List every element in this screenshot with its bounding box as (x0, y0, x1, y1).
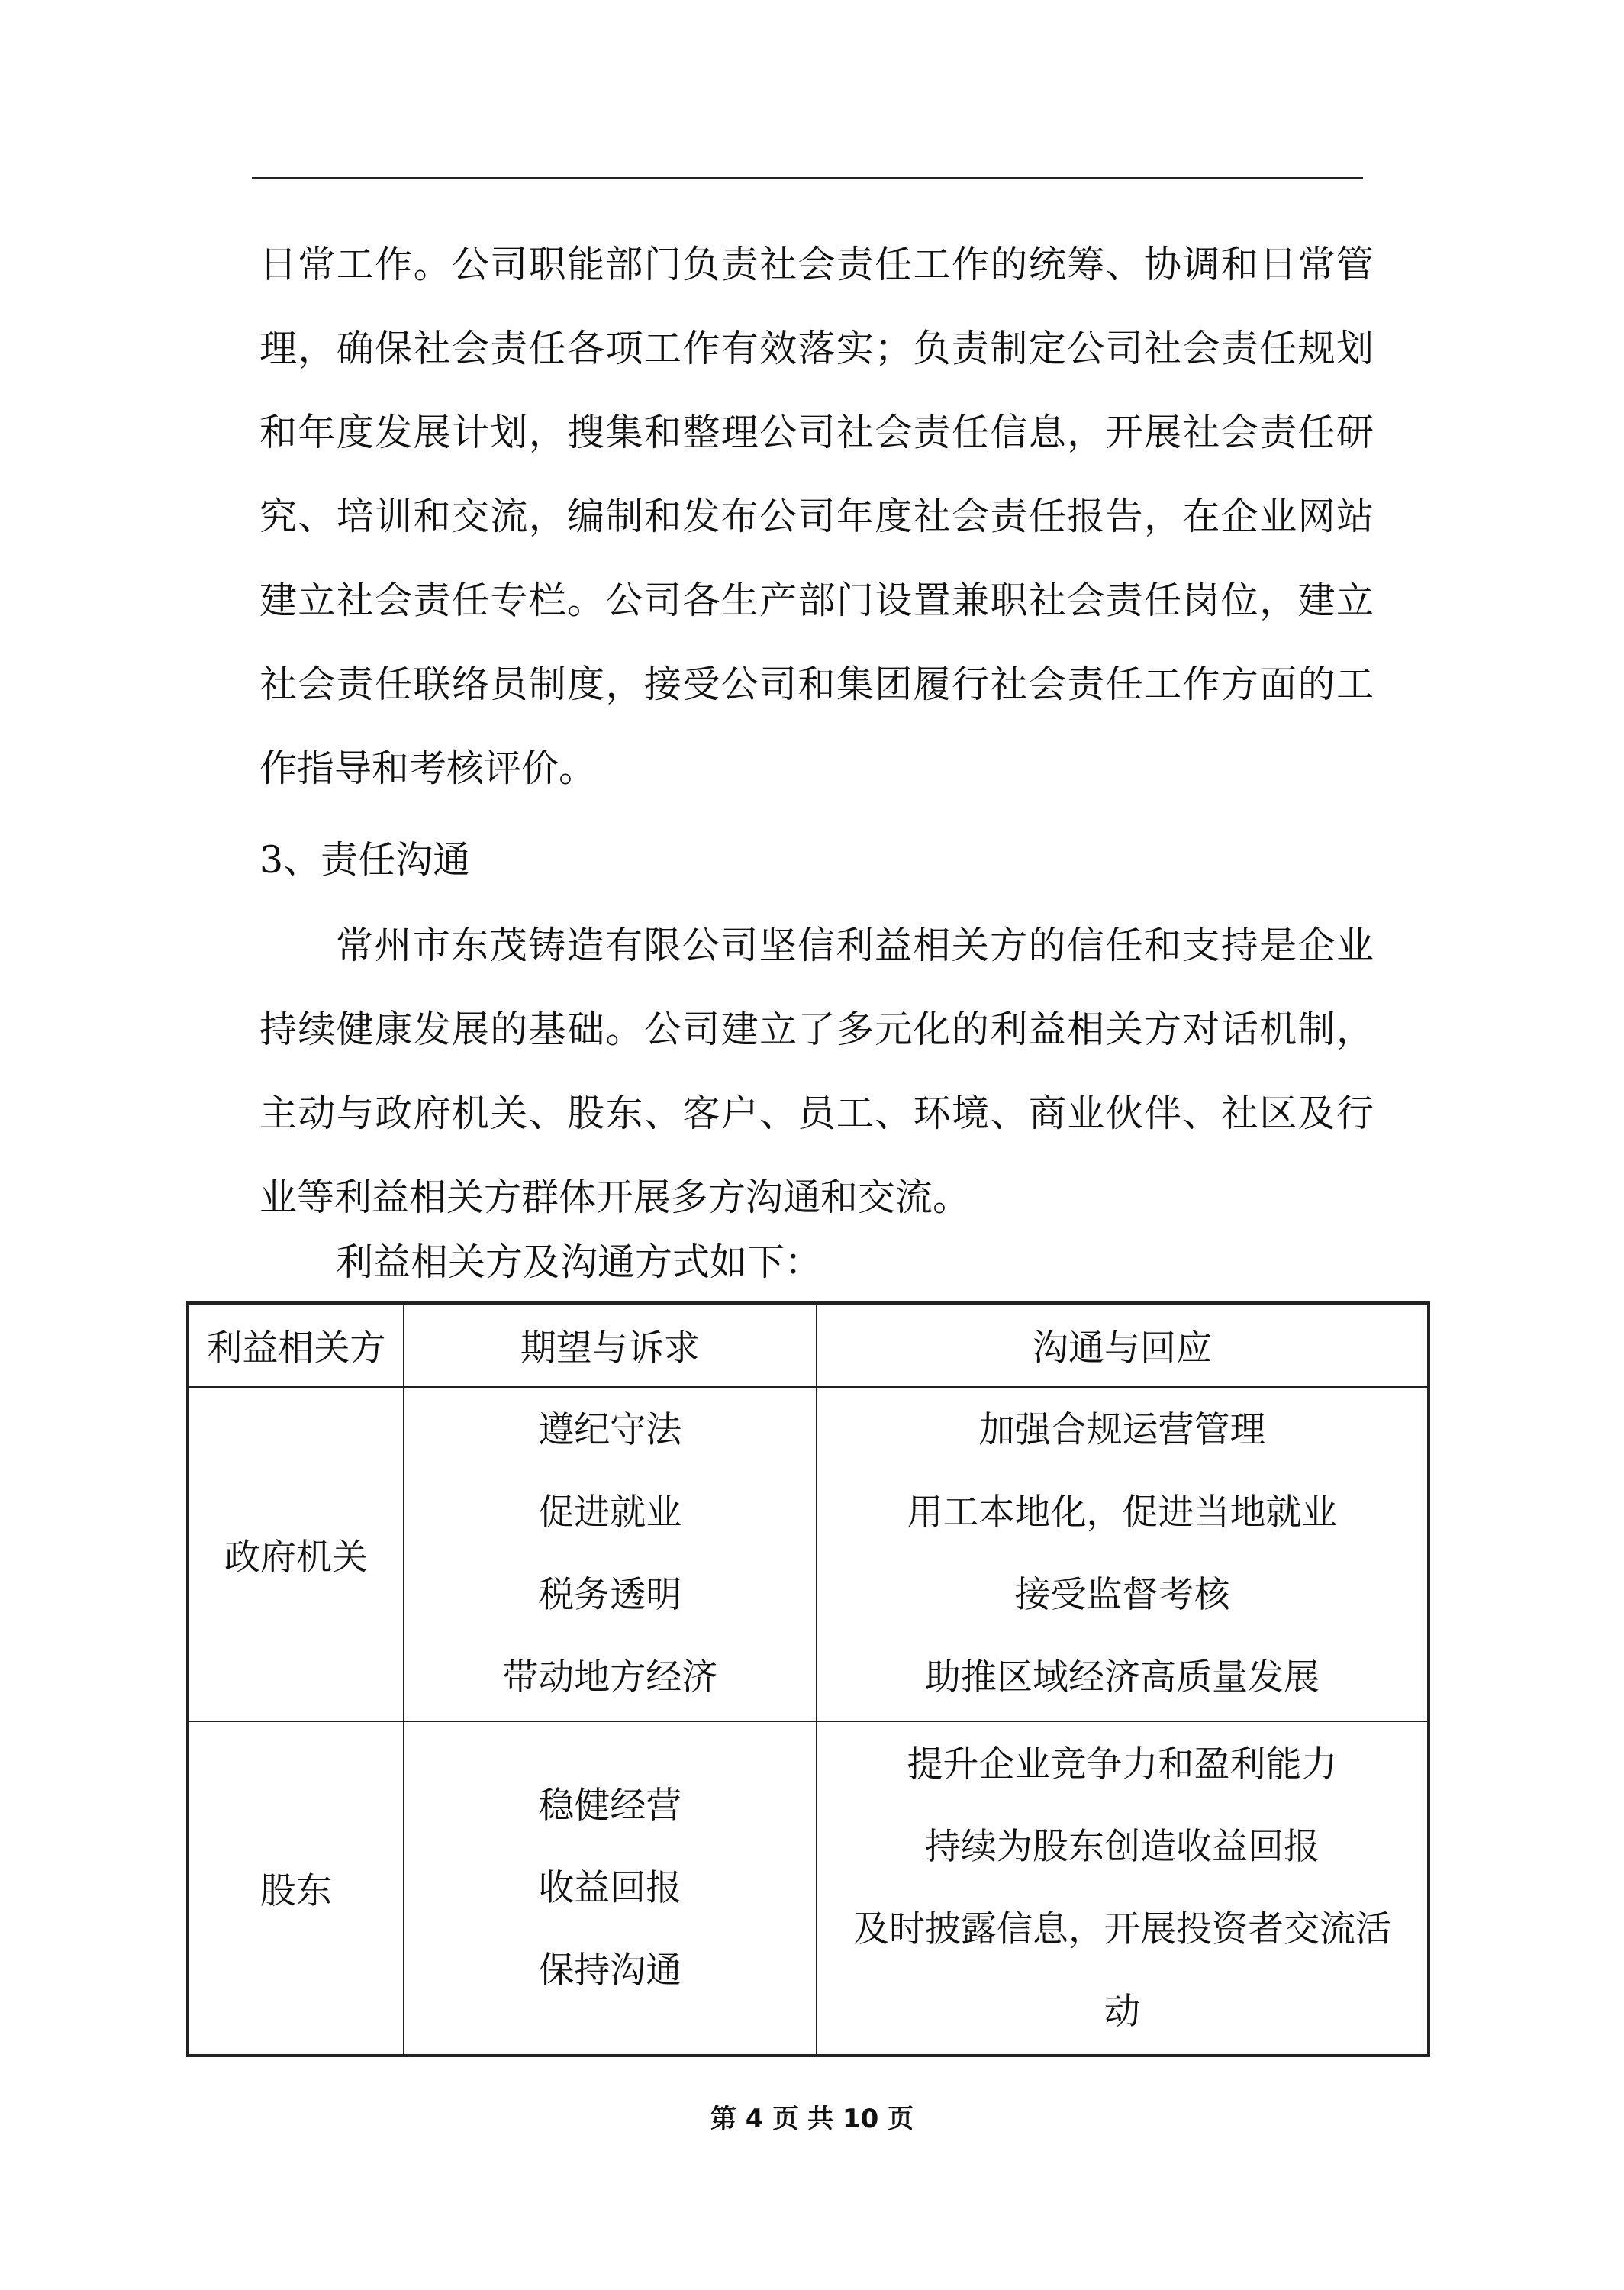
response-item: 及时披露信息，开展投资者交流活 (852, 1908, 1391, 1950)
expectation-item: 促进就业 (538, 1492, 682, 1534)
expectations-cell (404, 1721, 817, 2056)
paragraph-responsibility-management: 日常工作。公司职能部门负责社会责任工作的统筹、协调和日常管理，确保社会责任各项工作有效落实；负责制定公司社会责任规划和年度发展计划，搜集和整理公司社会责任信息，开展社会责任研究、培训和交流，编制和发布公司年度社会责任报告，在企业网站建立社会责任专栏。公司各生产部门设置兼职社会责任岗位，建立社会责任联络员制度，接受公司和集团履行社会责任工作方面的工作指导和考核评价。 (259, 243, 1374, 790)
expectation-item: 税务透明 (538, 1574, 682, 1616)
response-item: 接受监督考核 (1014, 1574, 1230, 1616)
expectation-item: 收益回报 (538, 1866, 682, 1909)
header-rule (252, 177, 1363, 179)
expectation-item: 保持沟通 (538, 1949, 682, 1992)
table-intro: 利益相关方及沟通方式如下： (336, 1240, 823, 1284)
expectation-item: 遵纪守法 (538, 1409, 682, 1451)
stakeholder-table (186, 1301, 1430, 2057)
header-expectations: 期望与诉求 (404, 1303, 817, 1387)
table-header-row (188, 1303, 1429, 1387)
response-item: 助推区域经济高质量发展 (924, 1656, 1320, 1698)
page-number: 第 4 页 共 10 页 (710, 2104, 914, 2134)
expectation-item: 带动地方经济 (502, 1656, 718, 1698)
header-stakeholder: 利益相关方 (188, 1303, 404, 1387)
response-item: 动 (1104, 1990, 1140, 2033)
response-item: 用工本地化，促进当地就业 (907, 1492, 1338, 1534)
response-item: 提升企业竞争力和盈利能力 (907, 1743, 1338, 1785)
responses-cell (817, 1387, 1429, 1721)
section-heading: 3、责任沟通 (259, 838, 471, 882)
responses-cell (817, 1721, 1429, 2056)
table-row (188, 1387, 1429, 1721)
expectation-item: 稳健经营 (538, 1784, 682, 1827)
stakeholder-cell: 政府机关 (188, 1387, 404, 1721)
expectations-cell (404, 1387, 817, 1721)
header-responses: 沟通与回应 (817, 1303, 1429, 1387)
paragraph-communication: 常州市东茂铸造有限公司坚信利益相关方的信任和支持是企业持续健康发展的基础。公司建立了多元化的利益相关方对话机制，主动与政府机关、股东、客户、员工、环境、商业伙伴、社区及行业等利益相关方群体开展多方沟通和交流。 (259, 924, 1374, 1219)
response-item: 持续为股东创造收益回报 (924, 1825, 1320, 1868)
table-row (188, 1721, 1429, 2056)
response-item: 加强合规运营管理 (978, 1409, 1266, 1451)
stakeholder-cell: 股东 (188, 1721, 404, 2056)
